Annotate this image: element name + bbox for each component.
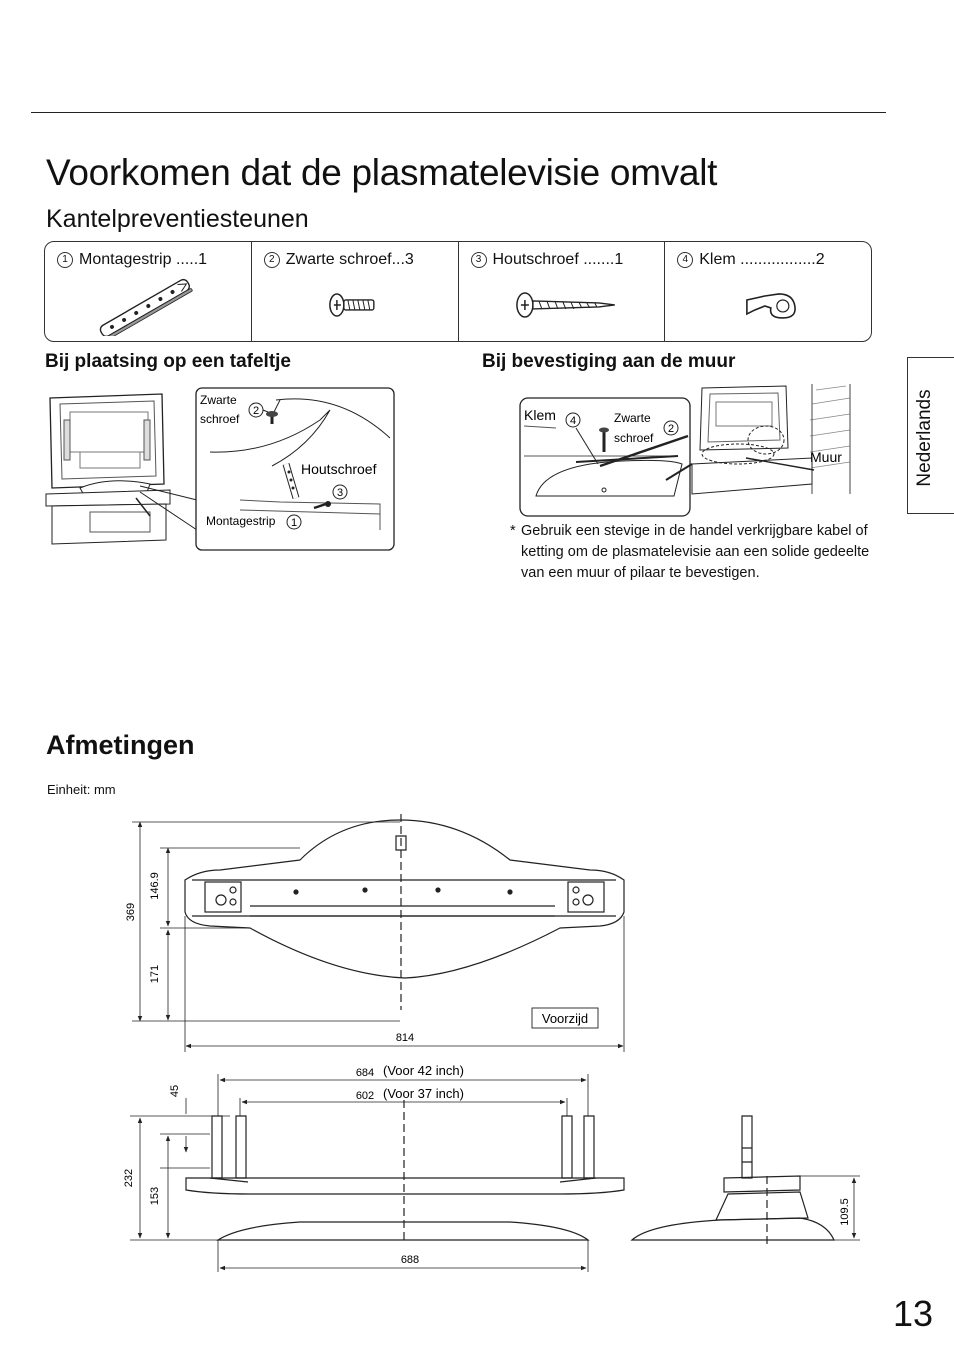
front-label: Voorzijd: [541, 1011, 589, 1026]
top-view-drawing: [185, 814, 624, 1010]
callout-number: 4: [569, 415, 577, 427]
label-black-screw-1: Zwarte: [200, 393, 237, 407]
page-title: Voorkomen dat de plasmatelevisie omvalt: [46, 152, 718, 193]
label-black-screw-1: Zwarte: [614, 411, 651, 425]
dimensions-heading: Afmetingen: [46, 730, 195, 760]
unit-label: Einheit: mm: [47, 782, 116, 797]
label-wood-screw: Houtschroef: [301, 461, 377, 477]
dim-width-37-label: (Voor 37 inch): [383, 1086, 464, 1101]
part-label: Houtschroef .......1: [492, 251, 624, 268]
dim-depth-total: 369: [125, 902, 137, 922]
callout-number: 3: [336, 487, 344, 499]
part-label: Zwarte schroef...3: [285, 251, 414, 268]
part-label: Klem .................2: [699, 251, 825, 268]
label-black-screw-2: schroef: [614, 431, 654, 445]
dim-depth-back: 146.9: [149, 872, 161, 900]
label-strip: Montagestrip: [206, 514, 276, 528]
dim-side-height: 109.5: [839, 1198, 851, 1226]
callout-number: 2: [252, 405, 260, 417]
wall-section-heading: Bij bevestiging aan de muur: [482, 351, 736, 372]
part-number: 3: [471, 252, 487, 268]
part-number: 4: [677, 252, 693, 268]
label-clamp: Klem: [524, 407, 556, 423]
front-view-drawing: [186, 1100, 624, 1244]
callout-number: 1: [290, 517, 298, 529]
label-wall: Muur: [810, 449, 842, 465]
part-number: 1: [57, 252, 73, 268]
dim-width-42-label: (Voor 42 inch): [383, 1063, 464, 1078]
language-tab-label: Nederlands: [914, 389, 935, 487]
note-text: Gebruik een stevige in de handel verkrijgbare kabel of ketting om de plasmatelevisie aan een solide gedeelte van een muur of pilaar te bevestigen.: [521, 523, 870, 581]
dim-width-37: 602: [355, 1090, 375, 1102]
page-number: 13: [893, 1293, 934, 1334]
note-marker: *: [510, 523, 516, 539]
side-view-drawing: [632, 1116, 834, 1244]
section-subtitle: Kantelpreventiesteunen: [46, 205, 309, 233]
language-tab: [907, 357, 954, 514]
dim-width: 814: [395, 1032, 415, 1044]
part-number: 2: [264, 252, 280, 268]
dim-height-total: 232: [123, 1168, 135, 1188]
dim-base-width: 688: [400, 1254, 420, 1266]
callout-number: 2: [667, 423, 675, 435]
dim-width-42: 684: [355, 1067, 375, 1079]
dim-height-pole: 153: [149, 1186, 161, 1206]
table-section-heading: Bij plaatsing op een tafeltje: [45, 351, 291, 372]
label-black-screw-2: schroef: [200, 412, 240, 426]
dim-pole-gap: 45: [169, 1084, 181, 1098]
dim-depth-front: 171: [149, 964, 161, 984]
part-label: Montagestrip .....1: [79, 251, 208, 268]
